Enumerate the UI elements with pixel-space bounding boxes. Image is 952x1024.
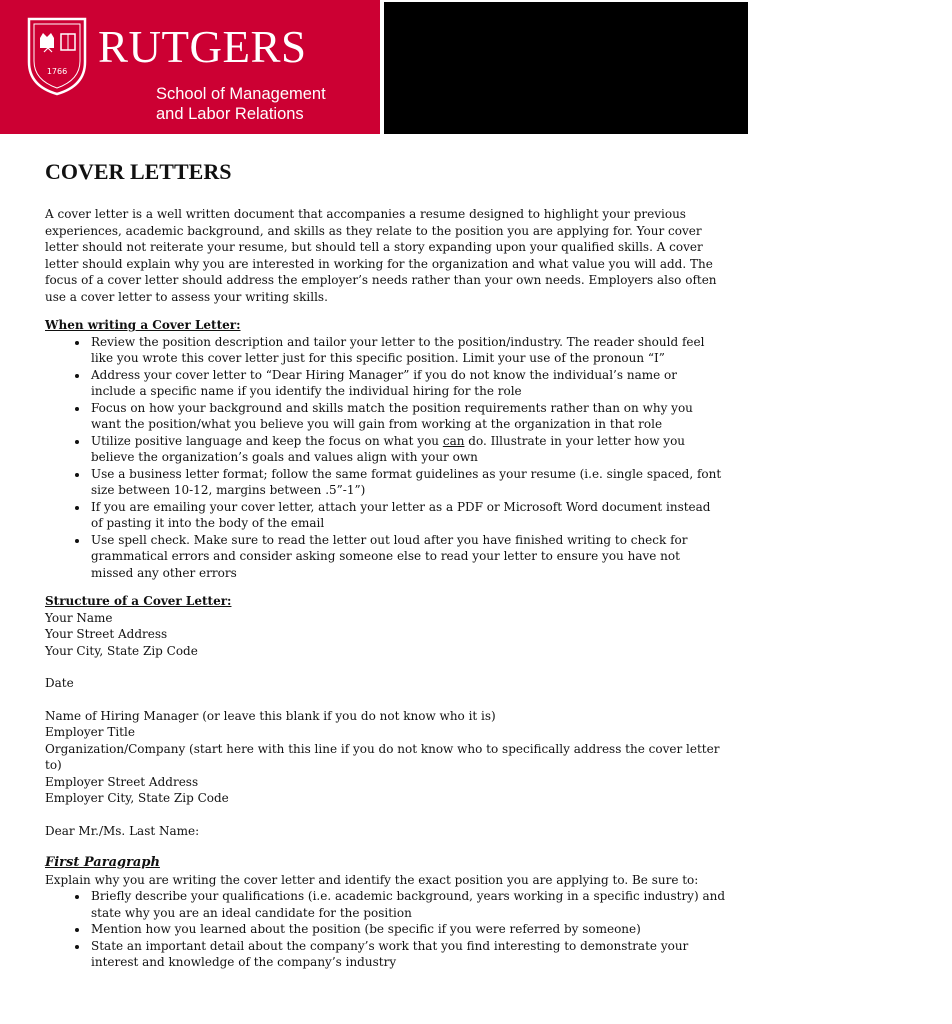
list-item: • Use a business letter format; follow the same format guidelines as your resume (i.e. single spaced, font size between 10-12, margins between .5”-1”) bbox=[89, 466, 725, 499]
intro-paragraph: A cover letter is a well written document that accompanies a resume designed to highlight your previous experiences, academic background, and skills as they relate to the position you are applying for. Your cover letter should not reiterate your resume, but should tell a story expanding upon your qualified skills. A cover letter should explain why you are interested in working for the organization and what value you will add. The focus of a cover letter should address the employer’s needs rather than your own needs. Employers also often use a cover letter to assess your writing skills. bbox=[45, 207, 717, 304]
list-item: • Use spell check. Make sure to read the letter out loud after you have finished writing to check for grammatical errors and consider asking someone else to read your letter to ensure you have not missed any other errors bbox=[89, 532, 725, 582]
department-title: CAREER SERVICES bbox=[818, 52, 952, 116]
list-item: • Address your cover letter to “Dear Hiring Manager” if you do not know the individual’s name or include a specific name if you identify the individual hiring for the role bbox=[89, 367, 725, 400]
seal-year: 1766 bbox=[46, 67, 68, 76]
list-item: • State an important detail about the company’s work that you find interesting to demonstrate your interest and knowledge of the company’s industry bbox=[89, 938, 725, 971]
department-banner bbox=[384, 2, 952, 134]
list-item bbox=[89, 433, 725, 466]
school-name-line2: and Labor Relations bbox=[156, 105, 304, 123]
recipient-organization: Organization/Company (start here with this line if you do not know who to specifically address the cover letter to) bbox=[45, 741, 720, 772]
sender-street: Your Street Address bbox=[45, 627, 168, 641]
first-paragraph-intro: Explain why you are writing the cover letter and identify the exact position you are applying to. Be sure to: bbox=[45, 872, 699, 887]
document-body bbox=[45, 158, 725, 971]
rutgers-seal-icon bbox=[26, 16, 88, 96]
recipient-street: Employer Street Address bbox=[45, 774, 199, 789]
header-brand-banner bbox=[0, 0, 380, 134]
list-item: • If you are emailing your cover letter, attach your letter as a PDF or Microsoft Word document instead of pasting it into the body of the email bbox=[89, 499, 725, 532]
sender-city: Your City, State Zip Code bbox=[45, 643, 198, 658]
tip-emphasis: can bbox=[442, 433, 465, 448]
recipient-title: Employer Title bbox=[45, 725, 135, 739]
list-item: • Review the position description and tailor your letter to the position/industry. The reader should feel like you wrote this cover letter just for this specific position. Limit your use of the pronoun “I” bbox=[89, 334, 725, 367]
tip-text-rest: do. Illustrate in your letter how you believe the organization’s goals and values align with your own bbox=[91, 433, 686, 464]
sender-name: Your Name bbox=[45, 610, 113, 625]
first-paragraph-heading: First Paragraph bbox=[45, 855, 160, 870]
page-title: COVER LETTERS bbox=[45, 159, 232, 184]
recipient-name: Name of Hiring Manager (or leave this blank if you do not know who it is) bbox=[45, 708, 496, 723]
tip-text: Utilize positive language and keep the focus on what you bbox=[91, 433, 443, 448]
writing-tips-list bbox=[45, 334, 725, 582]
list-item: • Mention how you learned about the position (be specific if you were referred by someone) bbox=[89, 921, 725, 938]
rutgers-wordmark: RUTGERS bbox=[98, 22, 307, 72]
first-paragraph-list bbox=[45, 888, 725, 971]
writing-tips-heading: When writing a Cover Letter: bbox=[45, 318, 241, 332]
salutation: Dear Mr./Ms. Last Name: bbox=[45, 823, 200, 838]
recipient-city: Employer City, State Zip Code bbox=[45, 791, 229, 805]
structure-heading: Structure of a Cover Letter: bbox=[45, 594, 232, 608]
school-name-line1: School of Management bbox=[156, 85, 326, 103]
letter-date: Date bbox=[45, 676, 74, 690]
list-item: • Focus on how your background and skills match the position requirements rather than on why you want the position/what you believe you will gain from working at the organization in that role bbox=[89, 400, 725, 433]
list-item: • Briefly describe your qualifications (i.e. academic background, years working in a specific industry) and state why you are an ideal candidate for the position bbox=[89, 888, 725, 921]
